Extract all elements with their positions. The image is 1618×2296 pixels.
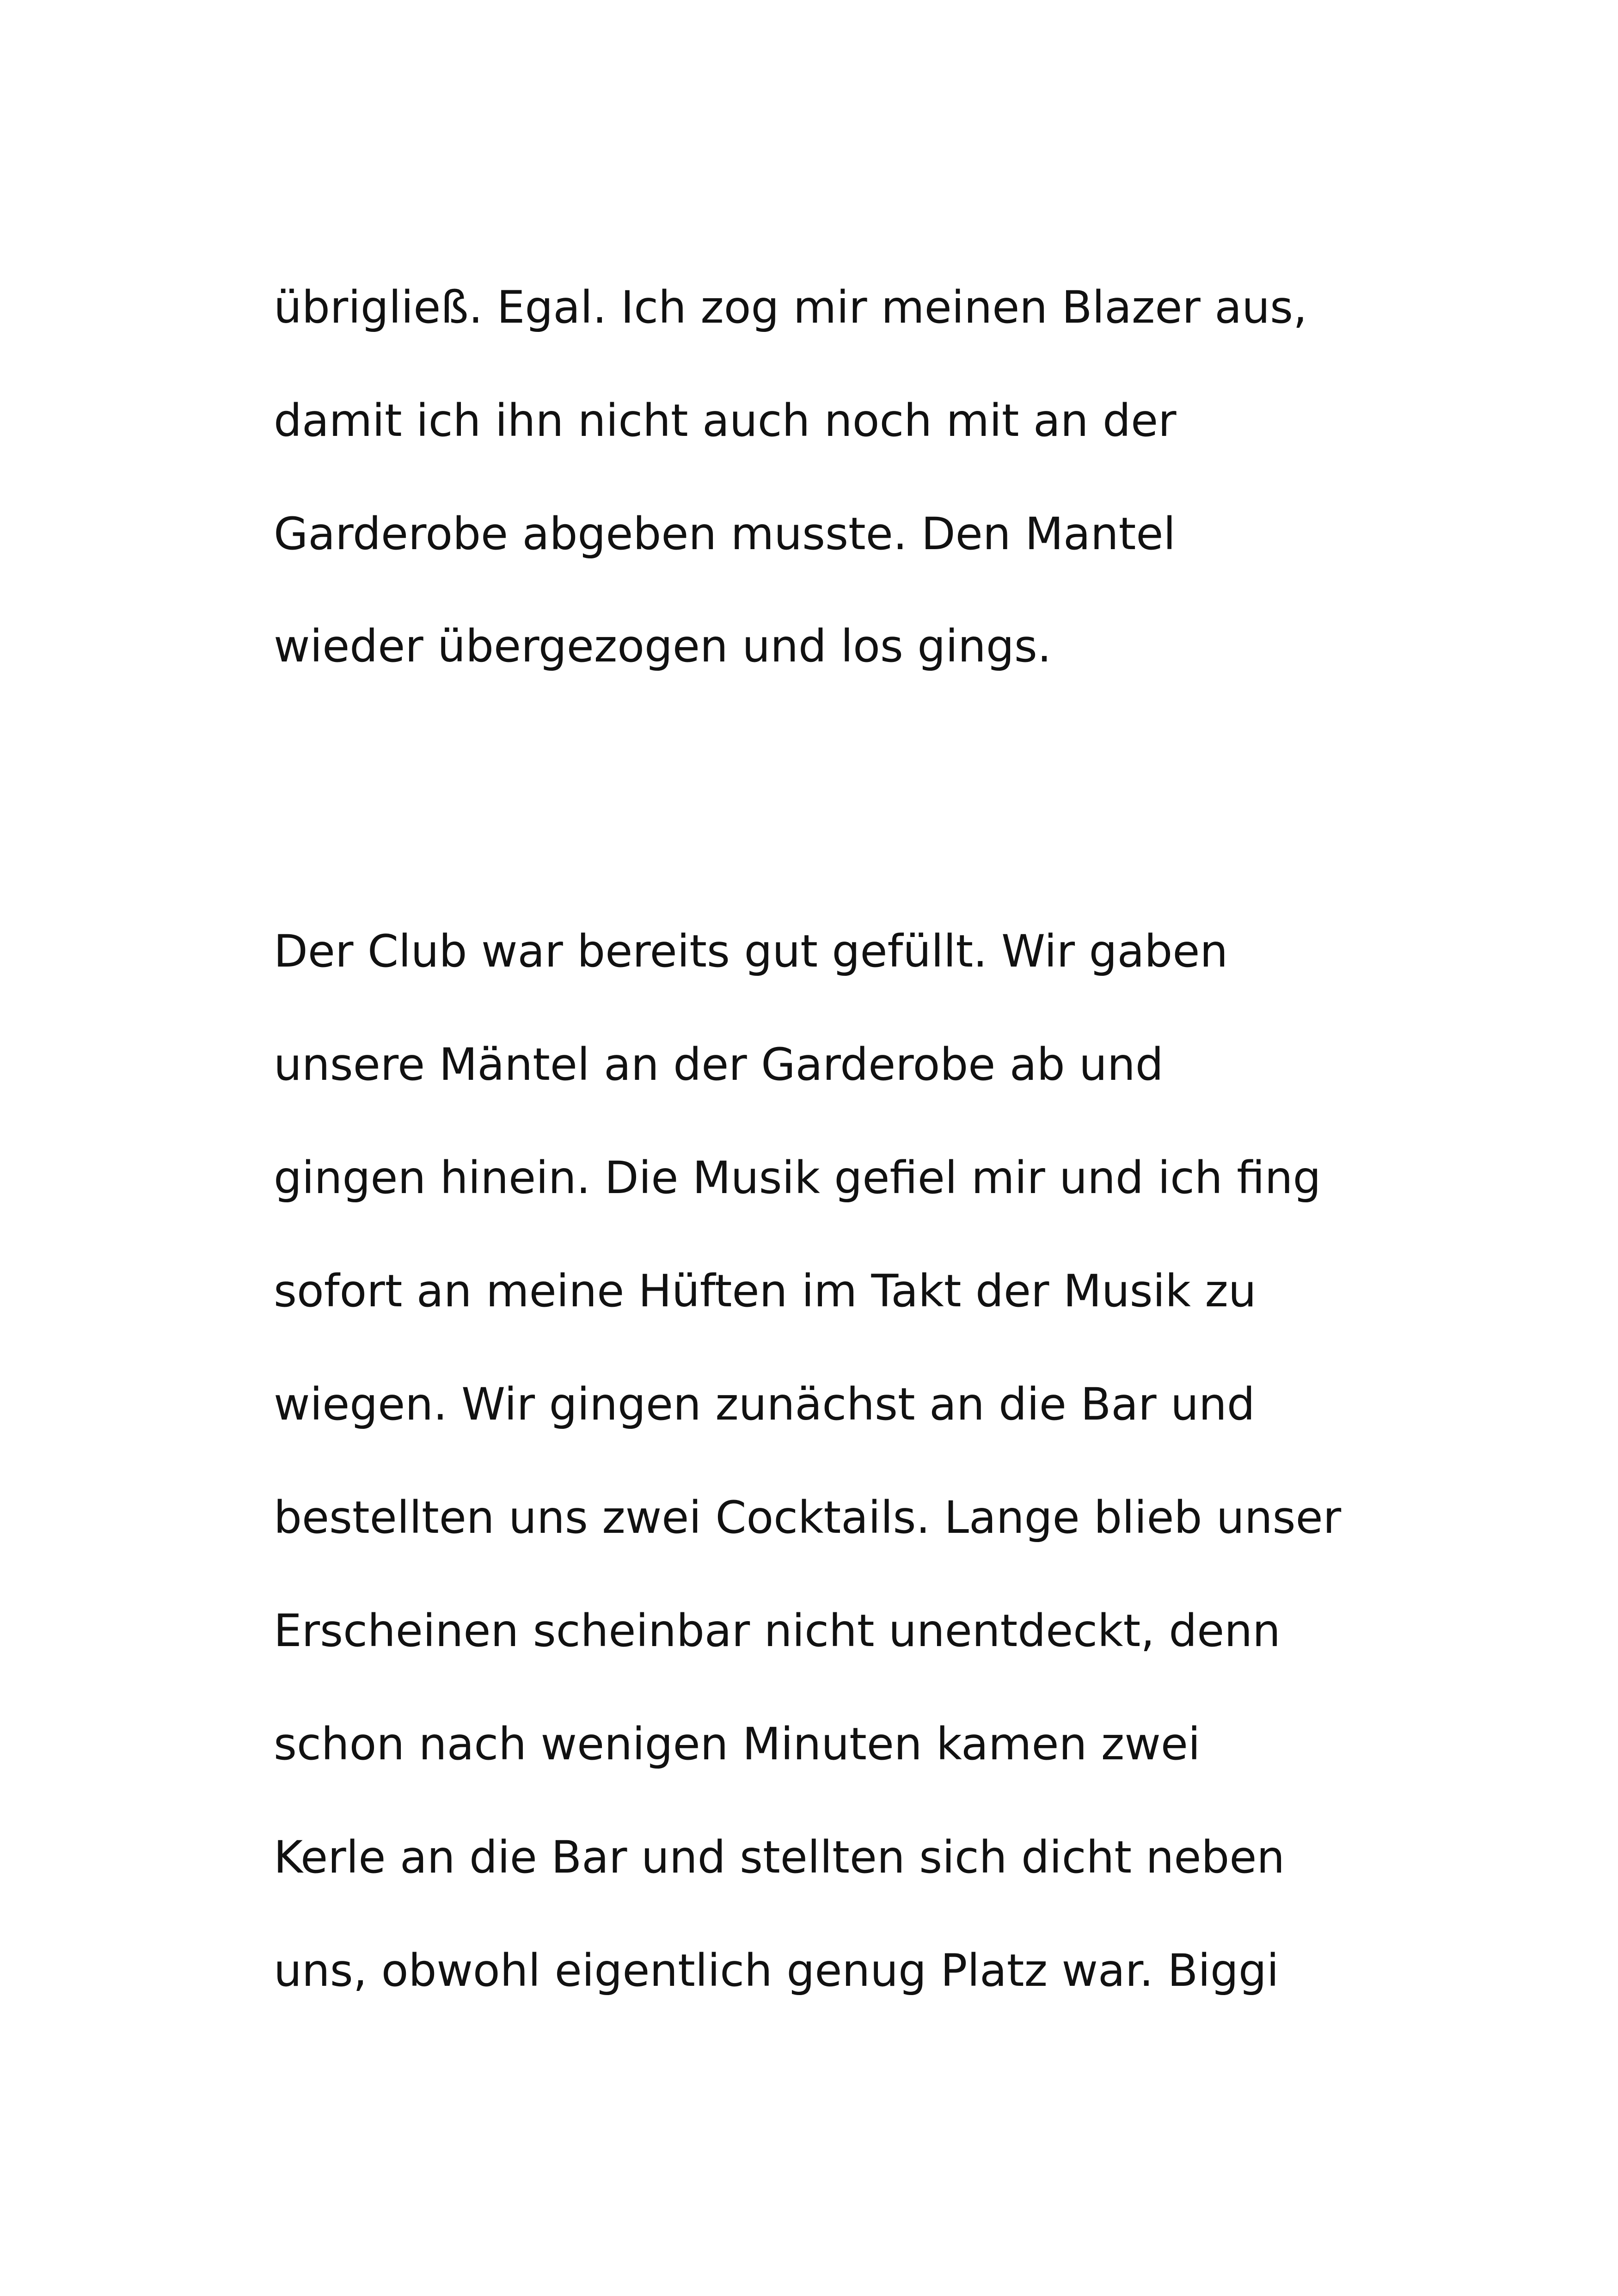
text-line: uns, obwohl eigentlich genug Platz war. Biggi bbox=[274, 1945, 1279, 1996]
text-line: Erscheinen scheinbar nicht unentdeckt, denn bbox=[274, 1605, 1281, 1657]
text-line: schon nach wenigen Minuten kamen zwei bbox=[274, 1718, 1201, 1770]
text-line: gingen hinein. Die Musik gefiel mir und ich fing bbox=[274, 1152, 1321, 1204]
text-line: damit ich ihn nicht auch noch mit an der bbox=[274, 395, 1177, 447]
text-line: wieder übergezogen und los gings. bbox=[274, 620, 1052, 672]
text-line: übrigließ. Egal. Ich zog mir meinen Blazer aus, bbox=[274, 282, 1307, 333]
text-line: bestellten uns zwei Cocktails. Lange blieb unser bbox=[274, 1492, 1342, 1543]
text-line: wiegen. Wir gingen zunächst an die Bar und bbox=[274, 1378, 1255, 1430]
text-line: sofort an meine Hüften im Takt der Musik zu bbox=[274, 1265, 1256, 1317]
text-line: Kerle an die Bar und stellten sich dicht neben bbox=[274, 1831, 1285, 1883]
text-line: Garderobe abgeben musste. Den Mantel bbox=[274, 508, 1176, 560]
text-line: Der Club war bereits gut gefüllt. Wir gaben bbox=[274, 925, 1228, 977]
text-line: unsere Mäntel an der Garderobe ab und bbox=[274, 1039, 1164, 1090]
